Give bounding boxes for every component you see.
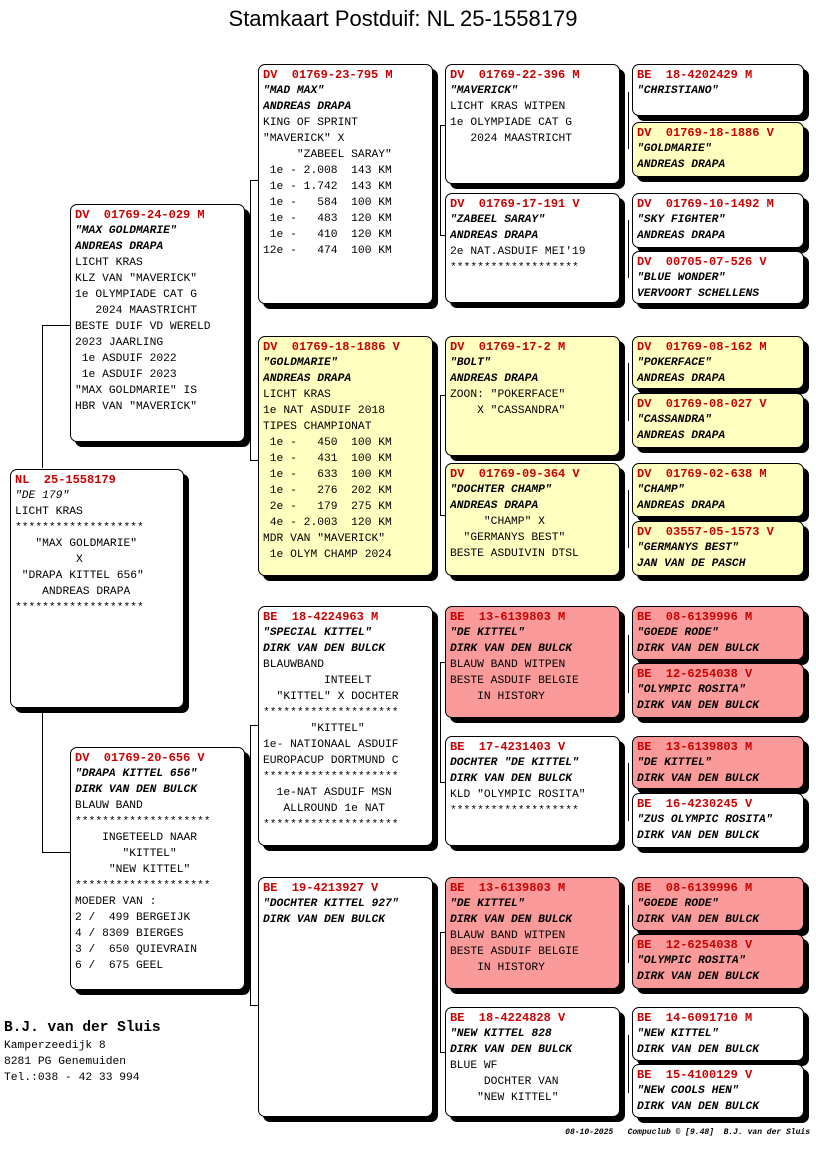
card-line: DIRK VAN DEN BULCK	[637, 914, 760, 926]
ring-number: BE 12-6254038 V	[637, 667, 753, 681]
connector-line	[628, 905, 629, 963]
page-title: Stamkaart Postduif: NL 25-1558179	[228, 6, 578, 31]
card-sire-dam[interactable]	[258, 336, 433, 576]
connector-line	[250, 180, 251, 460]
breeder-city: 8281 PG Genemuiden	[4, 1056, 127, 1068]
ring-number: BE 16-4230245 V	[637, 797, 753, 811]
card-line: "CASSANDRA"	[637, 414, 712, 426]
card-line: MOEDER VAN :	[75, 896, 157, 908]
card-line: 1e OLYMPIADE CAT G	[75, 289, 198, 301]
card-line: "GOEDE RODE"	[637, 898, 719, 910]
card-sire-sire[interactable]	[258, 64, 433, 304]
card-line: 1e - 276 202 KM	[263, 485, 392, 497]
card-line: "SKY FIGHTER"	[637, 214, 726, 226]
ring-number: DV 01769-23-795 M	[263, 68, 393, 82]
card-line: 1e - 584 100 KM	[263, 197, 392, 209]
card-line: 1e - 431 100 KM	[263, 453, 392, 465]
card-line: 1e - 2.008 143 KM	[263, 165, 392, 177]
card-line: HBR VAN "MAVERICK"	[75, 401, 198, 413]
card-line: 2024 MAASTRICHT	[450, 133, 573, 145]
ring-number: DV 00705-07-526 V	[637, 255, 767, 269]
card-line: 1e ASDUIF 2022	[75, 353, 177, 365]
card-line: ********************	[75, 816, 211, 828]
card-line: 1e - 410 120 KM	[263, 229, 392, 241]
card-gen4-14[interactable]	[632, 934, 804, 989]
card-sire[interactable]	[70, 204, 245, 442]
card-line: ANDREAS DRAPA	[15, 586, 131, 598]
card-line: "NEW KITTEL"	[75, 864, 191, 876]
connector-line	[250, 1005, 258, 1006]
card-line: DOCHTER "DE KITTEL"	[450, 757, 579, 769]
ring-number: DV 03557-05-1573 V	[637, 525, 774, 539]
card-gen4-3[interactable]	[632, 193, 804, 248]
card-line: "KITTEL"	[263, 723, 365, 735]
card-line: DIRK VAN DEN BULCK	[637, 700, 760, 712]
card-line: 3 / 650 QUIEVRAIN	[75, 944, 198, 956]
card-line: "SPECIAL KITTEL"	[263, 627, 372, 639]
connector-line	[440, 395, 441, 515]
connector-line	[250, 725, 251, 1005]
card-line: "GOLDMARIE"	[637, 143, 712, 155]
ring-number: DV 01769-22-396 M	[450, 68, 580, 82]
card-dam-sire[interactable]	[258, 606, 433, 846]
card-gen4-15[interactable]	[632, 1007, 804, 1061]
card-line: 1e NAT ASDUIF 2018	[263, 405, 386, 417]
card-line: 1e OLYM CHAMP 2024	[263, 549, 392, 561]
card-line: BLAUWBAND	[263, 659, 325, 671]
connector-line	[628, 220, 629, 278]
card-line: "OLYMPIC ROSITA"	[637, 955, 746, 967]
ring-number: BE 18-4224963 M	[263, 610, 379, 624]
card-line: 1e - 633 100 KM	[263, 469, 392, 481]
card-line: KLD "OLYMPIC ROSITA"	[450, 789, 586, 801]
card-line: EUROPACUP DORTMUND C	[263, 755, 399, 767]
card-line: 1e - 1.742 143 KM	[263, 181, 392, 193]
card-line: "GOLDMARIE"	[263, 357, 338, 369]
card-line: "NEW COOLS HEN"	[637, 1085, 739, 1097]
card-line: ANDREAS DRAPA	[450, 230, 539, 242]
ring-number: DV 01769-08-027 V	[637, 397, 767, 411]
connector-line	[628, 1035, 629, 1093]
card-line: "MAX GOLDMARIE" IS	[75, 385, 198, 397]
connector-line	[628, 363, 629, 421]
card-gen4-7[interactable]	[632, 463, 804, 517]
ring-number: BE 13-6139803 M	[450, 610, 566, 624]
card-line: "ZABEEL SARAY"	[450, 214, 545, 226]
card-line: X "CASSANDRA"	[450, 405, 566, 417]
card-line: INGETEELD NAAR	[75, 832, 198, 844]
card-line: "DOCHTER KITTEL 927"	[263, 898, 399, 910]
ring-number: DV 01769-10-1492 M	[637, 197, 774, 211]
card-line: JAN VAN DE PASCH	[637, 558, 746, 570]
connector-line	[628, 635, 629, 693]
card-line: INTEELT	[263, 675, 372, 687]
card-gen4-2[interactable]	[632, 122, 804, 177]
ring-number: DV 01769-18-1886 V	[263, 340, 400, 354]
card-line: DIRK VAN DEN BULCK	[637, 830, 760, 842]
card-line: "KITTEL" X DOCHTER	[263, 691, 399, 703]
card-sdd[interactable]	[445, 463, 620, 576]
card-line: "MAVERICK"	[450, 85, 518, 97]
card-dsd[interactable]	[445, 736, 620, 846]
card-sss[interactable]	[445, 64, 620, 184]
card-line: VERVOORT SCHELLENS	[637, 288, 760, 300]
card-line: ANDREAS DRAPA	[263, 373, 352, 385]
card-line: ANDREAS DRAPA	[637, 230, 726, 242]
footer-credit: 08-10-2025 Compuclub © [9.48] B.J. van der Sluis	[565, 1128, 810, 1137]
card-line: ********************	[263, 819, 399, 831]
card-line: ANDREAS DRAPA	[637, 430, 726, 442]
connector-line	[42, 325, 70, 326]
card-line: "DE KITTEL"	[450, 627, 525, 639]
connector-line	[628, 490, 629, 548]
card-line: BLAUW BAND WITPEN	[450, 930, 566, 942]
card-dss[interactable]	[445, 606, 620, 718]
card-line: ALLROUND 1e NAT	[263, 803, 386, 815]
connector-line	[42, 325, 43, 468]
card-line: IN HISTORY	[450, 962, 545, 974]
card-ddd[interactable]	[445, 1007, 620, 1117]
card-line: ********************	[263, 771, 399, 783]
card-line: "MAX GOLDMARIE"	[15, 538, 138, 550]
ring-number: BE 08-6139996 M	[637, 881, 753, 895]
card-line: "NEW KITTEL 828	[450, 1028, 552, 1040]
ring-number: BE 13-6139803 M	[637, 740, 753, 754]
connector-line	[440, 932, 441, 1052]
card-line: KLZ VAN "MAVERICK"	[75, 273, 198, 285]
breeder-info	[4, 1018, 161, 1086]
card-dam[interactable]	[70, 747, 245, 990]
connector-line	[628, 763, 629, 821]
card-line: TIPES CHAMPIONAT	[263, 421, 372, 433]
card-line: "OLYMPIC ROSITA"	[637, 684, 746, 696]
card-line: DIRK VAN DEN BULCK	[450, 914, 573, 926]
connector-line	[42, 852, 70, 853]
card-line: "GERMANYS BEST"	[637, 542, 739, 554]
ring-number: DV 01769-20-656 V	[75, 751, 205, 765]
card-gen4-9[interactable]	[632, 606, 804, 660]
card-line: 2 / 499 BERGEIJK	[75, 912, 191, 924]
ring-number: BE 13-6139803 M	[450, 881, 566, 895]
card-line: *******************	[15, 522, 144, 534]
card-line: *******************	[450, 805, 579, 817]
card-line: DIRK VAN DEN BULCK	[263, 643, 386, 655]
card-line: 1e - 450 100 KM	[263, 437, 392, 449]
ring-number: DV 01769-24-029 M	[75, 208, 205, 222]
card-line: BLAUW BAND	[75, 800, 143, 812]
card-line: ANDREAS DRAPA	[450, 500, 539, 512]
card-line: DIRK VAN DEN BULCK	[637, 643, 760, 655]
breeder-name: B.J. van der Sluis	[4, 1020, 161, 1036]
ring-number: BE 14-6091710 M	[637, 1011, 753, 1025]
card-gen4-13[interactable]	[632, 877, 804, 931]
ring-number: NL 25-1558179	[15, 473, 116, 487]
card-line: "DRAPA KITTEL 656"	[75, 768, 198, 780]
card-line: DIRK VAN DEN BULCK	[637, 1101, 760, 1113]
card-gen4-4[interactable]	[632, 251, 804, 304]
connector-line	[250, 180, 258, 181]
card-line: ********************	[75, 880, 211, 892]
card-line: DIRK VAN DEN BULCK	[450, 1044, 573, 1056]
card-line: "GOEDE RODE"	[637, 627, 719, 639]
card-line: DIRK VAN DEN BULCK	[637, 971, 760, 983]
ring-number: DV 01769-17-2 M	[450, 340, 566, 354]
ring-number: BE 15-4100129 V	[637, 1068, 753, 1082]
ring-number: DV 01769-02-638 M	[637, 467, 767, 481]
card-line: "DOCHTER CHAMP"	[450, 484, 552, 496]
ring-number: BE 08-6139996 M	[637, 610, 753, 624]
card-line: DIRK VAN DEN BULCK	[450, 773, 573, 785]
card-line: 4e - 2.003 120 KM	[263, 517, 392, 529]
ring-number: BE 17-4231403 V	[450, 740, 566, 754]
card-line: DOCHTER VAN	[450, 1076, 559, 1088]
card-line: 1e - 483 120 KM	[263, 213, 392, 225]
connector-line	[250, 460, 258, 461]
card-dds[interactable]	[445, 877, 620, 989]
card-line: 6 / 675 GEEL	[75, 960, 164, 972]
card-line: BLAUW BAND WITPEN	[450, 659, 566, 671]
card-line: "DRAPA KITTEL 656"	[15, 570, 144, 582]
ring-number: DV 01769-17-191 V	[450, 197, 580, 211]
card-line: "CHAMP" X	[450, 516, 545, 528]
ring-number: BE 19-4213927 V	[263, 881, 379, 895]
card-line: ANDREAS DRAPA	[637, 500, 726, 512]
card-gen4-12[interactable]	[632, 793, 804, 848]
ring-number: DV 01769-08-162 M	[637, 340, 767, 354]
card-line: LICHT KRAS	[75, 257, 143, 269]
card-line: DIRK VAN DEN BULCK	[637, 773, 760, 785]
connector-line	[440, 662, 441, 782]
card-line: ********************	[263, 707, 399, 719]
card-subject[interactable]	[10, 469, 184, 708]
card-line: ANDREAS DRAPA	[75, 241, 164, 253]
card-line: 1e-NAT ASDUIF MSN	[263, 787, 392, 799]
card-line: ANDREAS DRAPA	[263, 101, 352, 113]
card-line: 2024 MAASTRICHT	[75, 305, 198, 317]
card-line: *******************	[15, 602, 144, 614]
card-line: 4 / 8309 BIERGES	[75, 928, 184, 940]
breeder-phone: Tel.:038 - 42 33 994	[4, 1072, 140, 1084]
card-line: ANDREAS DRAPA	[637, 373, 726, 385]
connector-line	[250, 725, 258, 726]
card-dam-dam[interactable]	[258, 877, 433, 1117]
card-line: KING OF SPRINT	[263, 117, 358, 129]
card-line: LICHT KRAS WITPEN	[450, 101, 566, 113]
card-line: X	[15, 554, 83, 566]
card-line: 1e ASDUIF 2023	[75, 369, 177, 381]
card-gen4-1[interactable]	[632, 64, 804, 116]
card-line: IN HISTORY	[450, 691, 545, 703]
card-line: "CHRISTIANO"	[637, 85, 719, 97]
card-line: "MAVERICK" X	[263, 133, 345, 145]
card-line: BESTE ASDUIF BELGIE	[450, 946, 579, 958]
ring-number: BE 18-4224828 V	[450, 1011, 566, 1025]
card-line: ANDREAS DRAPA	[637, 159, 726, 171]
ring-number: BE 18-4202429 M	[637, 68, 753, 82]
card-line: "KITTEL"	[75, 848, 177, 860]
card-line: "POKERFACE"	[637, 357, 712, 369]
card-sds[interactable]	[445, 336, 620, 456]
card-line: 1e OLYMPIADE CAT G	[450, 117, 573, 129]
card-line: LICHT KRAS	[15, 506, 83, 518]
card-gen4-10[interactable]	[632, 663, 804, 718]
card-line: 1e- NATIONAAL ASDUIF	[263, 739, 399, 751]
card-line: DIRK VAN DEN BULCK	[637, 1044, 760, 1056]
card-line: "GERMANYS BEST"	[450, 532, 566, 544]
card-line: BLUE WF	[450, 1060, 498, 1072]
card-gen4-16[interactable]	[632, 1064, 804, 1118]
card-line: "DE KITTEL"	[637, 757, 712, 769]
connector-line	[628, 92, 629, 149]
ring-number: DV 01769-18-1886 V	[637, 126, 774, 140]
card-line: DIRK VAN DEN BULCK	[263, 914, 386, 926]
breeder-street: Kamperzeedijk 8	[4, 1040, 106, 1052]
card-line: 2023 JAARLING	[75, 337, 164, 349]
card-line: ZOON: "POKERFACE"	[450, 389, 566, 401]
card-line: DIRK VAN DEN BULCK	[75, 784, 198, 796]
connector-line	[42, 710, 43, 852]
card-line: "NEW KITTEL"	[450, 1092, 559, 1104]
card-line: "BOLT"	[450, 357, 491, 369]
card-line: MDR VAN "MAVERICK"	[263, 533, 386, 545]
card-line: 2e NAT.ASDUIF MEI'19	[450, 246, 586, 258]
card-line: ANDREAS DRAPA	[450, 373, 539, 385]
card-line: "ZUS OLYMPIC ROSITA"	[637, 814, 773, 826]
card-line: 2e - 179 275 KM	[263, 501, 392, 513]
card-gen4-5[interactable]	[632, 336, 804, 389]
card-line: LICHT KRAS	[263, 389, 331, 401]
card-line: "DE 179"	[15, 490, 70, 502]
card-line: "BLUE WONDER"	[637, 272, 726, 284]
card-line: "NEW KITTEL"	[637, 1028, 719, 1040]
card-line: "ZABEEL SARAY"	[263, 149, 392, 161]
ring-number: BE 12-6254038 V	[637, 938, 753, 952]
card-ssd[interactable]	[445, 193, 620, 303]
card-line: BESTE DUIF VD WERELD	[75, 321, 211, 333]
card-line: "CHAMP"	[637, 484, 685, 496]
ring-number: DV 01769-09-364 V	[450, 467, 580, 481]
card-line: "DE KITTEL"	[450, 898, 525, 910]
card-line: BESTE ASDUIF BELGIE	[450, 675, 579, 687]
card-line: *******************	[450, 262, 579, 274]
card-line: "MAD MAX"	[263, 85, 325, 97]
card-gen4-8[interactable]	[632, 521, 804, 576]
card-line: BESTE ASDUIVIN DTSL	[450, 548, 579, 560]
card-gen4-6[interactable]	[632, 393, 804, 448]
connector-line	[440, 125, 441, 235]
card-gen4-11[interactable]	[632, 736, 804, 789]
card-line: DIRK VAN DEN BULCK	[450, 643, 573, 655]
card-line: 12e - 474 100 KM	[263, 245, 392, 257]
card-line: "MAX GOLDMARIE"	[75, 225, 177, 237]
